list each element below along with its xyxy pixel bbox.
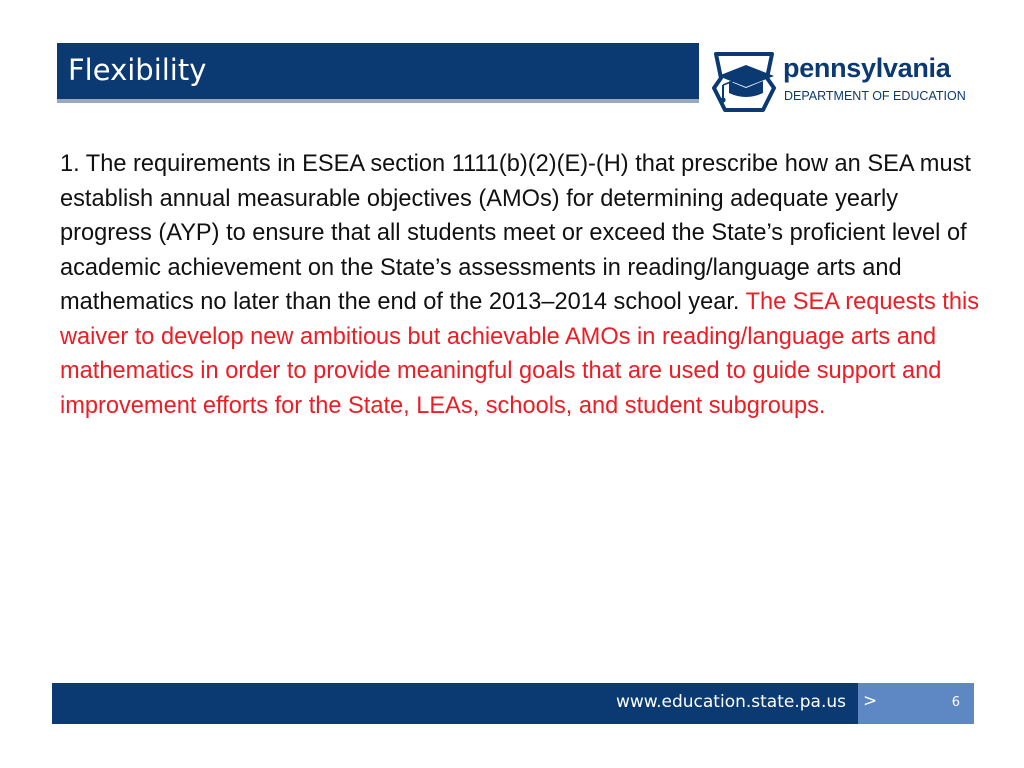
logo-name: pennsylvania: [783, 53, 951, 83]
next-slide-arrow[interactable]: >: [863, 691, 878, 711]
title-bar-shadow: [57, 99, 699, 103]
footer-bar: [52, 683, 858, 724]
body-paragraph: [60, 147, 980, 423]
title-bar: [57, 43, 699, 99]
slide-title: Flexibility: [68, 53, 207, 87]
logo-department: DEPARTMENT OF EDUCATION: [784, 89, 966, 103]
page-number: 6: [951, 695, 960, 710]
keystone-graduation-cap-icon: [710, 48, 778, 112]
body-text-highlight: The SEA requests this waiver to develop new ambitious but achievable AMOs in reading/language arts and mathematics in order to provide meaningful goals that are used to guide support and improvement efforts for the State, LEAs, schools, and student subgroups.: [60, 289, 980, 419]
pa-department-of-education-logo: [710, 48, 974, 112]
footer-url-link[interactable]: www.education.state.pa.us: [615, 692, 846, 712]
body-text-normal: 1. The requirements in ESEA section 1111(b)(2)(E)-(H) that prescribe how an SEA must establish annual measurable objectives (AMOs) for determining adequate yearly progress (AYP) to ensure that all students meet or exceed the State’s proficient level of academic achievement on the State’s assessments in reading/language arts and mathematics no later than the end of the 2013–2014 school year.: [60, 151, 971, 315]
footer-page-box: [858, 683, 974, 724]
